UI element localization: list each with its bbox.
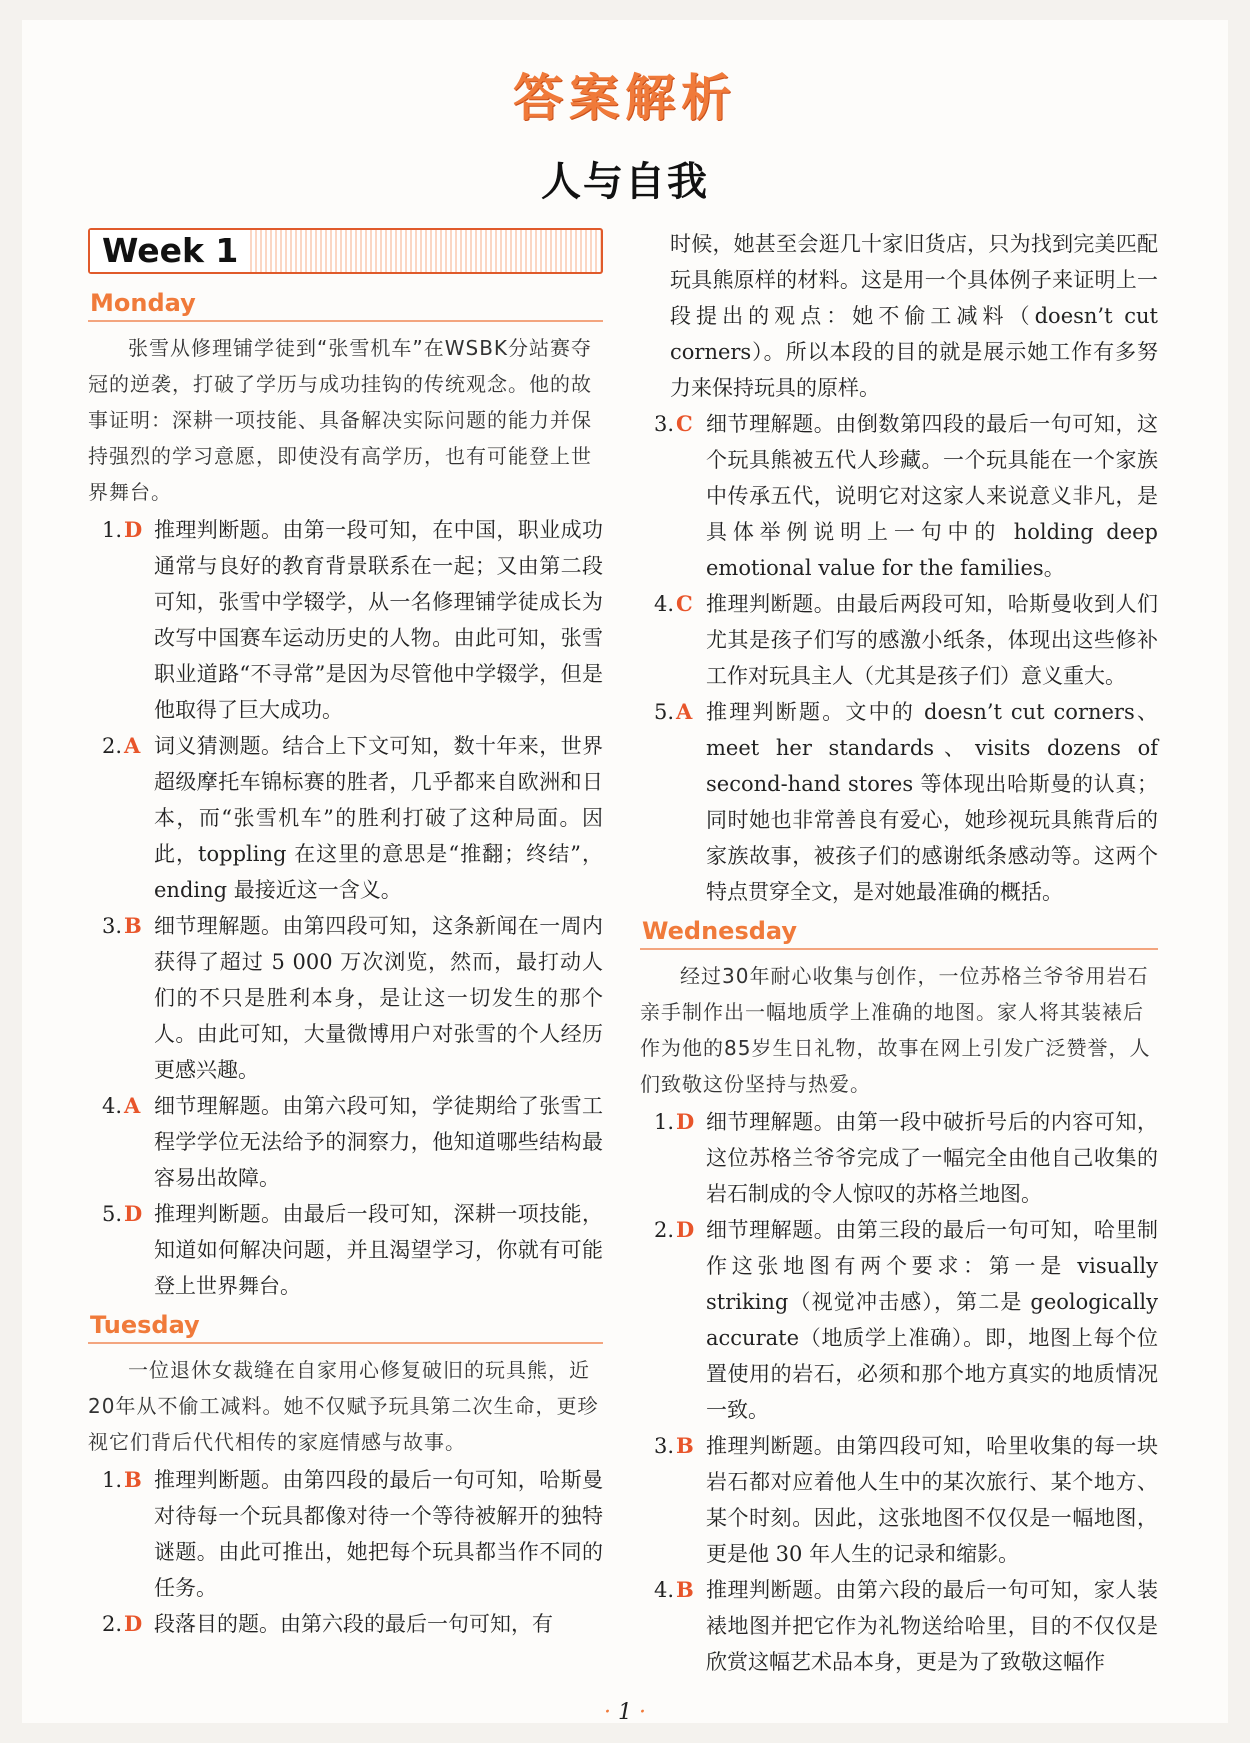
answer-explanation: 推理判断题。由最后一段可知，深耕一项技能，知道如何解决问题，并且渴望学习，你就有可能登上世界舞台。 xyxy=(154,1202,603,1298)
answer-letter: A xyxy=(124,733,141,758)
answer-number: 5. xyxy=(653,700,674,724)
answer-letter: B xyxy=(124,1467,142,1492)
answer-number: 3. xyxy=(653,1434,674,1458)
answer-number: 3. xyxy=(101,914,122,938)
answer-item xyxy=(640,1428,1158,1572)
answer-item xyxy=(640,1104,1158,1212)
answer-item xyxy=(88,512,603,728)
answer-number: 1. xyxy=(101,1468,122,1492)
answer-explanation: 词义猜测题。结合上下文可知，数十年来，世界超级摩托车锦标赛的胜者，几乎都来自欧洲和日本，而“张雪机车”的胜利打破了这种局面。因此，toppling 在这里的意思是“推翻；终结”，ending 最接近这一含义。 xyxy=(154,734,603,902)
answer-item xyxy=(640,694,1158,910)
answer-item xyxy=(640,1212,1158,1428)
answer-item xyxy=(88,908,603,1088)
answer-number: 3. xyxy=(653,412,674,436)
answer-number: 4. xyxy=(101,1094,122,1118)
answer-explanation: 细节理解题。由倒数第四段的最后一句可知，这个玩具熊被五代人珍藏。一个玩具能在一个家族中传承五代，说明它对这家人来说意义非凡，是具体举例说明上一句中的 holding deep emotional value for the families。 xyxy=(706,412,1158,580)
answer-letter: B xyxy=(676,1577,694,1602)
right-column xyxy=(640,226,1158,1680)
week-banner xyxy=(88,228,603,274)
wednesday-summary: 经过30年耐心收集与创作，一位苏格兰爷爷用岩石亲手制作出一幅地质学上准确的地图。家人将其装裱后作为他的85岁生日礼物，故事在网上引发广泛赞誉，人们致敬这份坚持与热爱。 xyxy=(640,964,1151,1096)
answer-explanation: 推理判断题。由第一段可知，在中国，职业成功通常与良好的教育背景联系在一起；又由第二段可知，张雪中学辍学，从一名修理铺学徒成长为改写中国赛车运动历史的人物。由此可知，张雪职业道路“不寻常”是因为尽管他中学辍学，但是他取得了巨大成功。 xyxy=(154,518,603,722)
answer-explanation: 段落目的题。由第六段的最后一句可知，有 xyxy=(154,1612,553,1636)
answer-letter: D xyxy=(124,1201,143,1226)
answer-item xyxy=(640,1572,1158,1680)
answer-explanation: 推理判断题。由第四段可知，哈里收集的每一块岩石都对应着他人生中的某次旅行、某个地方、某个时刻。因此，这张地图不仅仅是一幅地图，更是他 30 年人生的记录和缩影。 xyxy=(706,1434,1158,1566)
day-heading-wednesday: Wednesday xyxy=(640,914,1158,950)
answer-letter: D xyxy=(676,1217,695,1242)
answer-number: 2. xyxy=(653,1218,674,1242)
answer-letter: A xyxy=(676,699,693,724)
answer-number: 2. xyxy=(101,734,122,758)
answer-explanation: 细节理解题。由第三段的最后一句可知，哈里制作这张地图有两个要求：第一是 visually striking（视觉冲击感），第二是 geologically accurate（地质学上准确）。即，地图上每个位置使用的岩石，必须和那个地方真实的地质情况一致。 xyxy=(706,1218,1158,1422)
answer-number: 5. xyxy=(101,1202,122,1226)
answer-explanation: 推理判断题。由最后两段可知，哈斯曼收到人们尤其是孩子们写的感激小纸条，体现出这些修补工作对玩具主人（尤其是孩子们）意义重大。 xyxy=(706,592,1158,688)
answer-letter: C xyxy=(676,591,693,616)
section-title: 人与自我 xyxy=(541,159,709,205)
answer-letter: B xyxy=(676,1433,694,1458)
answer-letter: A xyxy=(124,1093,141,1118)
answer-number: 1. xyxy=(653,1110,674,1134)
answer-explanation: 细节理解题。由第四段可知，这条新闻在一周内获得了超过 5 000 万次浏览，然而，最打动人们的不只是胜利本身，是让这一切发生的那个人。由此可知，大量微博用户对张雪的个人经历更感兴趣。 xyxy=(154,914,603,1082)
answer-item xyxy=(88,1606,603,1642)
answer-item xyxy=(88,728,603,908)
answer-item xyxy=(640,586,1158,694)
answer-continuation: 时候，她甚至会逛几十家旧货店，只为找到完美匹配玩具熊原样的材料。这是用一个具体例子来证明上一段提出的观点：她不偷工减料（doesn’t cut corners）。所以本段的目的就是展示她工作有多努力来保持玩具的原样。 xyxy=(670,232,1158,400)
answer-number: 4. xyxy=(653,592,674,616)
day-heading-tuesday: Tuesday xyxy=(88,1308,603,1344)
answer-number: 1. xyxy=(101,518,122,542)
answer-item xyxy=(88,1462,603,1606)
answer-letter: C xyxy=(676,411,693,436)
week-label: Week 1 xyxy=(90,230,250,272)
answer-letter: D xyxy=(124,1611,143,1636)
answer-item xyxy=(88,1088,603,1196)
answer-letter: D xyxy=(676,1109,695,1134)
main-title: 答案解析 xyxy=(513,69,737,127)
answer-explanation: 推理判断题。由第六段的最后一句可知，家人装裱地图并把它作为礼物送给哈里，目的不仅仅是欣赏这幅艺术品本身，更是为了致敬这幅作 xyxy=(706,1578,1158,1674)
left-column xyxy=(88,228,603,1642)
tuesday-summary: 一位退休女裁缝在自家用心修复破旧的玩具熊，近20年从不偷工减料。她不仅赋予玩具第二次生命，更珍视它们背后代代相传的家庭情感与故事。 xyxy=(88,1358,599,1454)
day-heading-monday: Monday xyxy=(88,286,603,322)
page-number: · 1 · xyxy=(604,1700,646,1725)
monday-summary: 张雪从修理铺学徒到“张雪机车”在WSBK分站赛夺冠的逆袭，打破了学历与成功挂钩的传统观念。他的故事证明：深耕一项技能、具备解决实际问题的能力并保持强烈的学习意愿，即使没有高学历，也有可能登上世界舞台。 xyxy=(88,336,593,504)
answer-explanation: 推理判断题。由第四段的最后一句可知，哈斯曼对待每一个玩具都像对待一个等待被解开的独特谜题。由此可推出，她把每个玩具都当作不同的任务。 xyxy=(154,1468,603,1600)
answer-item xyxy=(88,1196,603,1304)
answer-letter: B xyxy=(124,913,142,938)
answer-letter: D xyxy=(124,517,143,542)
answer-explanation: 细节理解题。由第一段中破折号后的内容可知，这位苏格兰爷爷完成了一幅完全由他自己收集的岩石制成的令人惊叹的苏格兰地图。 xyxy=(706,1110,1158,1206)
answer-item xyxy=(640,406,1158,586)
answer-number: 2. xyxy=(101,1612,122,1636)
answer-number: 4. xyxy=(653,1578,674,1602)
answer-explanation: 细节理解题。由第六段可知，学徒期给了张雪工程学学位无法给予的洞察力，他知道哪些结构最容易出故障。 xyxy=(154,1094,603,1190)
answer-explanation: 推理判断题。文中的 doesn’t cut corners、meet her standards、visits dozens of second-hand stores 等体现出哈斯曼的认真；同时她也非常善良有爱心，她珍视玩具熊背后的家族故事，被孩子们的感谢纸条感动等。这两个特点贯穿全文，是对她最准确的概括。 xyxy=(706,700,1158,904)
